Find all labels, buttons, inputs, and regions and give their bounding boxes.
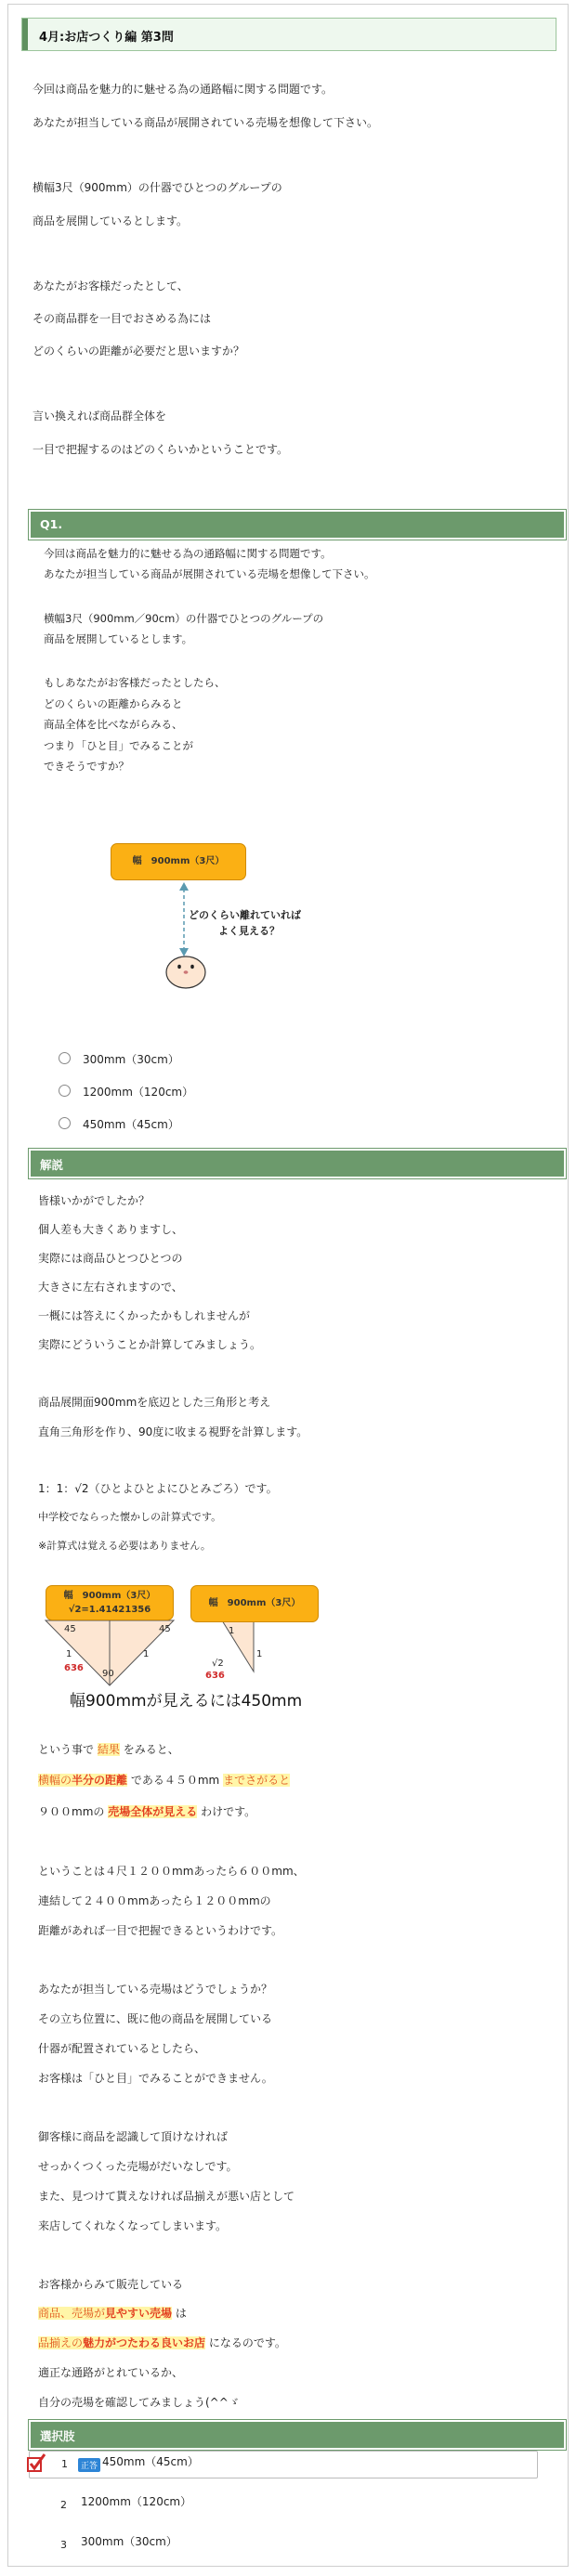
q1-header-label: Q1. <box>40 517 63 531</box>
checkmark-icon <box>26 2452 46 2473</box>
explain-line: せっかくつくった売場がだいなしです。 <box>38 2160 238 2173</box>
diagram-note: よく見える？ <box>218 925 280 937</box>
explain-line: お客様は「ひと目」でみることができません。 <box>38 2072 273 2085</box>
page-title-box <box>21 18 556 51</box>
summary-text: になるのです。 <box>208 2336 286 2349</box>
explain-line: お客様からみて販売している <box>38 2278 184 2291</box>
result-highlight: までさがると <box>223 1774 291 1787</box>
explain-line: 什器が配置されているとしたら、 <box>38 2042 206 2055</box>
result-highlight: 結果 <box>97 1743 120 1756</box>
q1-line: 今回は商品を魅力的に魅せる為の通路幅に関する問題です。 <box>44 547 332 560</box>
option-label-450mm[interactable]: 450mm（45cm） <box>83 1118 179 1131</box>
side-label: 1 <box>229 1626 235 1636</box>
shelf-width-box: 幅 900mm（3尺） <box>190 1585 319 1622</box>
shelf-width-box <box>46 1585 174 1620</box>
choice-item-3[interactable] <box>29 2528 536 2556</box>
customer-face-icon <box>164 954 208 991</box>
q1-line: 商品を展開しているとします。 <box>44 632 193 645</box>
explain-line: 自分の売場を確認してみましょう(^^ゞ <box>38 2396 240 2409</box>
option-radio-300mm[interactable] <box>59 1052 71 1064</box>
result-line <box>38 1772 290 1788</box>
result-text: をみると、 <box>123 1743 179 1756</box>
distance-label: 636 <box>64 1663 84 1673</box>
choice-number: 1 <box>61 2458 68 2470</box>
shelf-width-box: 幅 900mm（3尺） <box>111 843 246 880</box>
intro-line: 商品を展開しているとします。 <box>33 215 189 228</box>
angle-label: 45 <box>159 1624 171 1634</box>
intro-line: 一目で把握するのはどのくらいかということです。 <box>33 443 289 456</box>
result-highlight: 横幅の <box>38 1774 72 1787</box>
explain-line: 連結して２４００mmあったら１２００mmの <box>38 1894 271 1907</box>
figure-caption: 幅900mmが見えるには450mm <box>70 1692 303 1711</box>
q1-line: あなたが担当している商品が展開されている売場を想像して下さい。 <box>44 567 375 580</box>
explain-note: ※計算式は覚える必要はありません。 <box>38 1540 211 1552</box>
summary-highlight-strong: 見やすい売場 <box>105 2307 173 2320</box>
diagram-note: どのくらい離れていれば <box>189 909 301 921</box>
q1-line: できそうですか？ <box>44 760 129 773</box>
intro-line: あなたがお客様だったとして、 <box>33 280 189 293</box>
result-text: わけです。 <box>201 1805 256 1818</box>
side-label: √2 <box>212 1659 224 1669</box>
result-highlight-strong: 売場全体が見える <box>108 1805 198 1818</box>
summary-line <box>38 2305 187 2321</box>
result-text: である４５０mm <box>130 1774 220 1787</box>
q1-line: どのくらいの距離からみると <box>44 697 183 710</box>
page-title: 4月:お店つくり編 第3問 <box>39 31 174 45</box>
intro-line: 言い換えれば商品群全体を <box>33 410 167 423</box>
intro-line: どのくらいの距離が必要だと思いますか？ <box>33 345 245 358</box>
q1-header <box>29 510 566 540</box>
summary-highlight: 商品、売場が <box>38 2307 106 2320</box>
explain-line: 中学校でならった懐かしの計算式です。 <box>38 1511 222 1523</box>
explain-line: また、見つけて貰えなければ品揃えが悪い店として <box>38 2190 295 2203</box>
q1-line: もしあなたがお客様だったとしたら、 <box>44 676 226 689</box>
angle-label: 45 <box>64 1624 76 1634</box>
result-line <box>38 1741 179 1757</box>
result-highlight-strong: 半分の距離 <box>72 1774 128 1787</box>
choice-label: 1200mm（120cm） <box>81 2495 192 2508</box>
explain-line: ということは４尺１２００mmあったら６００mm、 <box>38 1865 305 1878</box>
explain-line: あなたが担当している売場はどうでしょうか？ <box>38 1983 273 1996</box>
explain-line: 来店してくれなくなってしまいます。 <box>38 2219 228 2232</box>
quiz-page <box>7 4 569 2567</box>
q1-line: つまり「ひと目」でみることが <box>44 739 193 752</box>
summary-highlight-strong: 魅力がつたわる良いお店 <box>83 2336 206 2349</box>
intro-line: その商品群を一目でおさめる為には <box>33 312 212 325</box>
title-accent-bar <box>22 19 28 50</box>
intro-line: あなたが担当している商品が展開されている売場を想像して下さい。 <box>33 116 379 129</box>
choices-header-label: 選択肢 <box>40 2429 75 2443</box>
choices-header <box>29 2420 566 2450</box>
explain-line: 一概には答えにくかったかもしれませんが <box>38 1309 251 1322</box>
box-label: 幅 900mm（3尺） <box>63 1591 156 1601</box>
choice-item-1[interactable] <box>29 2451 538 2478</box>
q1-line: 商品全体を比べながらみる、 <box>44 718 183 731</box>
explain-line: 皆様いかがでしたか？ <box>38 1194 151 1207</box>
choice-number: 2 <box>60 2499 67 2511</box>
explain-line: 商品展開面900mmを底辺とした三角形と考え <box>38 1396 271 1409</box>
explain-line: 実際にどういうことか計算してみましょう。 <box>38 1338 262 1351</box>
option-label-300mm[interactable]: 300mm（30cm） <box>83 1053 179 1066</box>
q1-line: 横幅3尺（900mm／90cm）の什器でひとつのグループの <box>44 612 324 625</box>
option-radio-450mm[interactable] <box>59 1117 71 1129</box>
explain-line: 大きさに左右されますので、 <box>38 1281 183 1294</box>
explain-header-label: 解説 <box>40 1158 64 1172</box>
side-label: 1 <box>66 1649 72 1659</box>
choice-label: 450mm（45cm） <box>102 2455 199 2468</box>
explain-header <box>29 1149 566 1178</box>
result-text: ９００mmの <box>38 1805 105 1818</box>
explain-line: 個人差も大きくありますし、 <box>38 1223 184 1236</box>
correct-badge: 正答 <box>78 2458 100 2472</box>
choice-label: 300mm（30cm） <box>81 2535 177 2548</box>
summary-line <box>38 2335 286 2350</box>
intro-line: 横幅3尺（900mm）の什器でひとつのグループの <box>33 181 282 194</box>
side-label: 1 <box>143 1649 150 1659</box>
explain-line: 実際には商品ひとつひとつの <box>38 1252 183 1265</box>
explain-line: 適正な通路がとれているか、 <box>38 2366 184 2379</box>
choice-item-2[interactable] <box>29 2490 536 2517</box>
explain-line: 御客様に商品を認識して頂けなければ <box>38 2130 229 2143</box>
choice-number: 3 <box>60 2539 67 2551</box>
intro-line: 今回は商品を魅力的に魅せる為の通路幅に関する問題です。 <box>33 83 334 96</box>
angle-label: 90 <box>102 1669 114 1679</box>
explain-line: 距離があれば一目で把握できるというわけです。 <box>38 1924 283 1937</box>
summary-highlight: 品揃えの <box>38 2336 84 2349</box>
sqrt2-value: √2=1.41421356 <box>68 1605 151 1615</box>
summary-text: は <box>175 2307 187 2320</box>
side-label: 1 <box>256 1649 263 1659</box>
explain-line: 直角三角形を作り、90度に收まる視野を計算します。 <box>38 1425 308 1438</box>
explain-line: その立ち位置に、既に他の商品を展開している <box>38 2012 273 2025</box>
explain-ratio: 1：1：√2（ひとよひとよにひとみごろ）です。 <box>38 1482 278 1495</box>
option-radio-1200mm[interactable] <box>59 1085 71 1097</box>
result-line <box>38 1803 255 1819</box>
option-label-1200mm[interactable]: 1200mm（120cm） <box>83 1086 194 1099</box>
result-text: という事で <box>38 1743 95 1756</box>
distance-label: 636 <box>205 1671 225 1681</box>
